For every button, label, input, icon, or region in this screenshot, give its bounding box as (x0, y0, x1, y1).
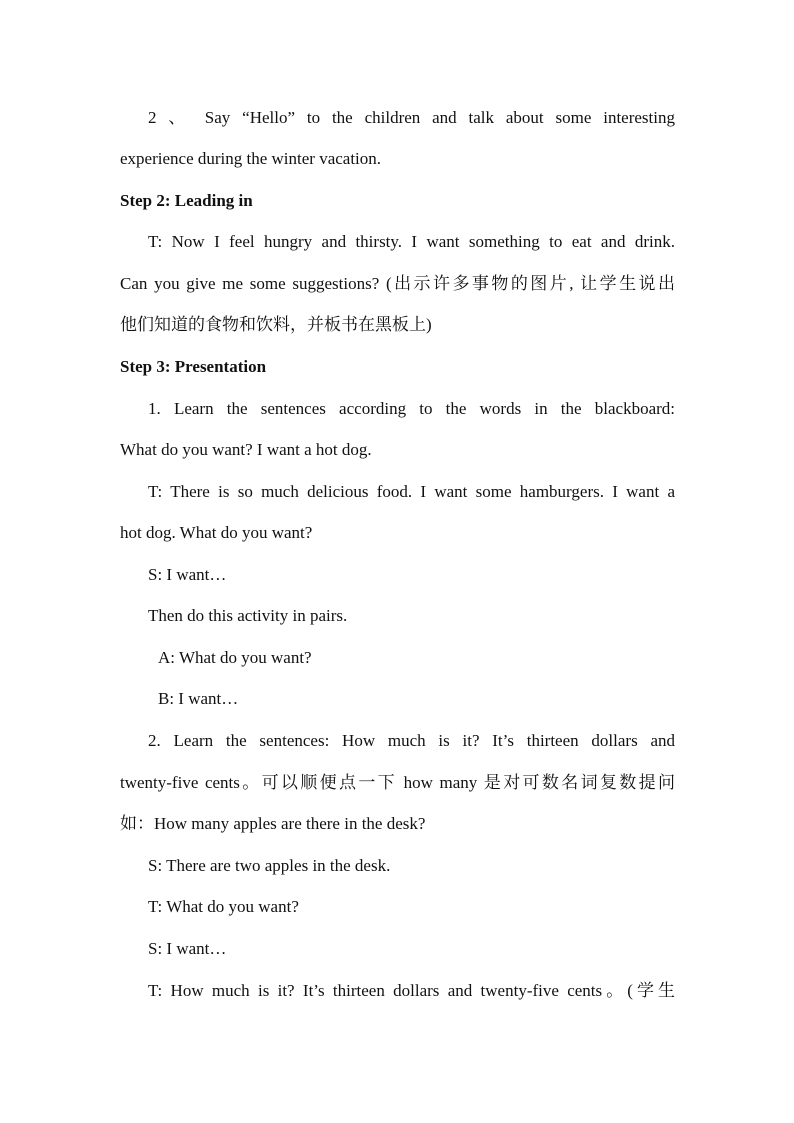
dialogue-line: T: What do you want? (148, 897, 299, 916)
dialogue-line: T: How much is it? It’s thirteen dollars and twenty-five cents。(学生 (148, 981, 675, 1000)
step-heading: Step 3: Presentation (120, 357, 267, 376)
paragraph-line: 他们知道的食物和饮料，并板书在黑板上) (120, 315, 432, 334)
paragraph-line: hot dog. What do you want? (120, 523, 313, 542)
paragraph-line: 如：How many apples are there in the desk? (120, 814, 426, 833)
paragraph-line: T: There is so much delicious food. I want some hamburgers. I want a (148, 482, 675, 501)
dialogue-line: B: I want… (158, 689, 239, 708)
paragraph-line: Can you give me some suggestions? (出示许多事物的图片, 让学生说出 (120, 274, 675, 293)
dialogue-line: A: What do you want? (158, 648, 312, 667)
paragraph-line: experience during the winter vacation. (120, 149, 382, 168)
dialogue-line: S: There are two apples in the desk. (148, 856, 391, 875)
paragraph-line: 2 、 Say “Hello” to the children and talk about some interesting (148, 108, 675, 127)
step-heading: Step 2: Leading in (120, 191, 253, 210)
dialogue-line: S: I want… (148, 565, 227, 584)
paragraph-line: Then do this activity in pairs. (148, 606, 348, 625)
paragraph-line: 2. Learn the sentences: How much is it? It’s thirteen dollars and (148, 731, 675, 750)
paragraph-line: twenty-five cents。可以顺便点一下 how many 是对可数名词复数提问 (120, 773, 675, 792)
paragraph-line: T: Now I feel hungry and thirsty. I want something to eat and drink. (148, 232, 675, 251)
paragraph-line: 1. Learn the sentences according to the words in the blackboard: (148, 399, 675, 418)
paragraph-line: What do you want? I want a hot dog. (120, 440, 372, 459)
dialogue-line: S: I want… (148, 939, 227, 958)
